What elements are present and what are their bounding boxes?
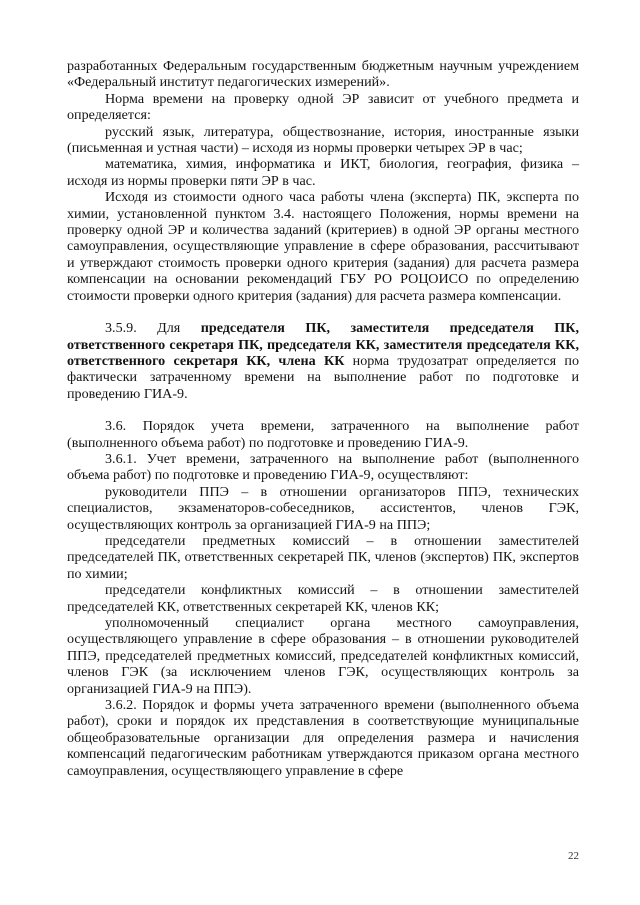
paragraph-subject-commissions: председатели предметных комиссий – в отношении заместителей председателей ПК, ответственных секретарей ПК, членов (экспертов) ПК, экспертов по химии; (67, 532, 579, 582)
paragraph-cost-calculation: Исходя из стоимости одного часа работы члена (эксперта) ПК, эксперта по химии, установленной пунктом 3.4. настоящего Положения, нормы времени на проверку одной ЭР и количества заданий (критериев) в одной ЭР органы местного самоуправления, осуществляющие управление в сфере образования, рассчитывают и утверждают стоимость проверки одного критерия (задания) для расчета размера компенсации на основании рекомендаций ГБУ РО РОЦОИСО по определению стоимости проверки одного критерия (задания) для расчета размера компенсации. (67, 189, 579, 304)
paragraph-ppe-heads: руководители ППЭ – в отношении организаторов ППЭ, технических специалистов, экзаменаторов-собеседников, ассистентов, членов ГЭК, осуществляющих контроль за организацией ГИА-9 на ППЭ; (67, 483, 579, 533)
page-number: 22 (568, 850, 579, 862)
paragraph-subjects-four: русский язык, литература, обществознание, история, иностранные языки (письменная и устная части) – исходя из нормы проверки четырех ЭР в час; (67, 123, 579, 157)
document-body (67, 58, 579, 779)
paragraph-conflict-commissions: председатели конфликтных комиссий – в отношении заместителей председателей КК, ответственных секретарей КК, членов КК; (67, 582, 579, 615)
paragraph-3-5-9-end: норма трудозатрат определяется по фактически затраченному времени на выполнение работ по подготовке и проведению ГИА-9. (67, 352, 579, 402)
paragraph-3-5-9 (67, 320, 579, 402)
paragraph-3-5-9-start: 3.5.9. Для (105, 320, 201, 337)
paragraph-3-6-2: 3.6.2. Порядок и формы учета затраченного времени (выполненного объема работ), сроки и порядок их представления в соответствующие муниципальные общеобразовательные организации для определения размера и начисления компенсаций педагогическим работникам утверждаются приказом органа местного самоуправления, осуществляющего управление в сфере (67, 697, 579, 779)
paragraph-subjects-five: математика, химия, информатика и ИКТ, биология, география, физика – исходя из нормы проверки пяти ЭР в час. (67, 156, 579, 189)
paragraph-3-6: 3.6. Порядок учета времени, затраченного на выполнение работ (выполненного объема работ) по подготовке и проведению ГИА-9. (67, 418, 579, 451)
paragraph-continued: разработанных Федеральным государственным бюджетным научным учреждением «Федеральный институт педагогических измерений». (67, 58, 579, 91)
paragraph-3-6-1: 3.6.1. Учет времени, затраченного на выполнение работ (выполненного объема работ) по подготовке и проведению ГИА-9, осуществляют: (67, 450, 579, 484)
paragraph-authorized-specialist: уполномоченный специалист органа местного самоуправления, осуществляющего управление в сфере образования – в отношении руководителей ППЭ, председателей предметных комиссий, председателей конфликтных комиссий, членов ГЭК (за исключением членов ГЭК, осуществляющих контроль за организацией ГИА-9 на ППЭ). (67, 615, 579, 697)
paragraph-3-5-9-bold: председателя ПК, заместителя председателя ПК, ответственного секретаря ПК, председателя КК, заместителя председателя КК, ответственного секретаря КК, члена КК (67, 320, 580, 369)
paragraph-norm-time: Норма времени на проверку одной ЭР зависит от учебного предмета и определяется: (67, 90, 579, 124)
